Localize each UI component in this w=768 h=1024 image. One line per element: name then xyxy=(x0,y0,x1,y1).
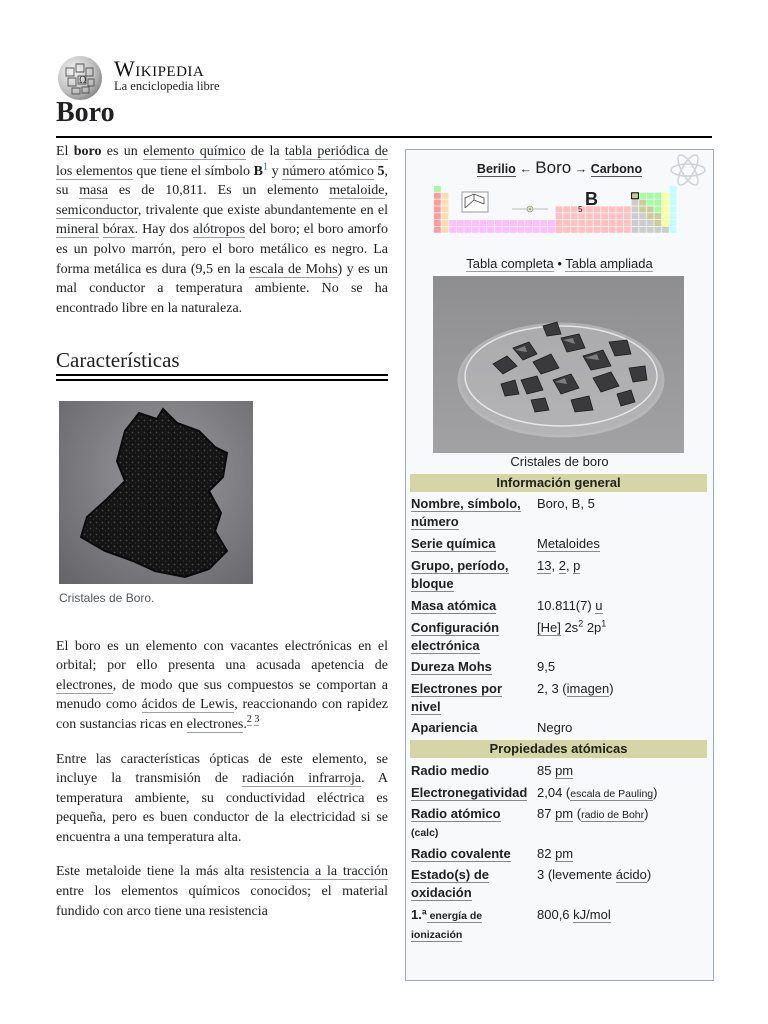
ptable-cell xyxy=(487,227,494,233)
ptable-cell xyxy=(647,227,654,233)
ptable-cell xyxy=(662,227,669,233)
row-value xyxy=(537,866,709,884)
ptable-cell xyxy=(639,193,646,199)
text: del boro; el boro amorfo es un polvo marrón, pero el boro metálico es negro. La forma metálica es dura (9,5 en la xyxy=(56,222,388,277)
value-text: ) xyxy=(644,806,649,821)
ptable-cell xyxy=(442,200,449,206)
ptable-cell xyxy=(434,186,441,192)
ptable-cell xyxy=(563,213,570,219)
row-value xyxy=(537,805,709,824)
ptable-cell xyxy=(578,220,585,226)
text: . xyxy=(243,716,247,732)
arrow-left-icon: ← xyxy=(519,162,532,176)
paragraph-2 xyxy=(56,637,388,735)
ptable-cell xyxy=(632,227,639,233)
label-link[interactable]: Serie química xyxy=(411,536,496,551)
ptable-cell xyxy=(442,220,449,226)
row-label xyxy=(411,619,533,655)
row-label xyxy=(411,845,533,863)
nav-prev-element[interactable]: Berilio xyxy=(476,162,516,176)
text: de la xyxy=(245,144,285,159)
ptable-cell xyxy=(662,200,669,206)
ptable-cell xyxy=(442,206,449,212)
crystal-structure-icon xyxy=(462,192,488,212)
ptable-cell xyxy=(670,220,677,226)
row-label xyxy=(411,535,533,553)
atom-icon xyxy=(668,154,708,186)
ptable-cell xyxy=(662,206,669,212)
label-link[interactable]: Grupo, período, bloque xyxy=(411,558,509,591)
ptable-cell xyxy=(654,206,661,212)
ptable-cell xyxy=(464,220,471,226)
link-tabla-periodica[interactable]: tabla periódica de los elementos xyxy=(56,144,388,179)
ptable-cell xyxy=(601,220,608,226)
ptable-cell xyxy=(563,206,570,212)
ptable-cell xyxy=(518,227,525,233)
ptable-cell xyxy=(647,206,654,212)
ptable-cell xyxy=(662,193,669,199)
ptable-cell xyxy=(601,206,608,212)
ptable-cell xyxy=(624,227,631,233)
label-link[interactable]: Configuración electrónica xyxy=(411,620,500,653)
ref-2[interactable]: 2 xyxy=(246,714,252,726)
block-link[interactable]: p xyxy=(573,558,581,573)
ptable-cell xyxy=(616,227,623,233)
imagen-link[interactable]: imagen xyxy=(566,681,610,696)
link-resistencia-traccion[interactable]: resistencia a la tracción xyxy=(250,864,389,880)
ref-3[interactable]: 3 xyxy=(254,714,260,726)
ptable-cell xyxy=(647,200,654,206)
orbital-icon xyxy=(512,206,548,212)
ptable-cell xyxy=(457,227,464,233)
atomic-number-bold: 5 xyxy=(377,163,385,179)
ptable-cell xyxy=(654,220,661,226)
ptable-cell xyxy=(449,220,456,226)
ptable-cell xyxy=(632,213,639,219)
element-number: 5 xyxy=(578,205,583,214)
group-link[interactable]: 13 xyxy=(537,558,552,573)
ptable-cell xyxy=(578,227,585,233)
figure-caption: Cristales de Boro. xyxy=(59,590,155,605)
ptable-cell xyxy=(449,227,456,233)
ptable-cell xyxy=(616,206,623,212)
ptable-cell xyxy=(518,220,525,226)
row-value xyxy=(537,535,709,553)
section-header-general: Información general xyxy=(410,474,707,492)
ptable-cell xyxy=(571,213,578,219)
section-header-atomic: Propiedades atómicas xyxy=(410,740,707,758)
link-mineral[interactable]: mineral xyxy=(56,222,99,238)
value-text: ) xyxy=(646,867,652,882)
ptable-cell xyxy=(571,227,578,233)
ptable-cell xyxy=(639,220,646,226)
wikipedia-wordmark: Wikipedia xyxy=(114,56,205,81)
wikipedia-tagline: La enciclopedia libre xyxy=(114,79,220,93)
ref-1[interactable]: 1 xyxy=(263,160,268,172)
orbital-p: 2p xyxy=(583,620,602,635)
ptable-cell xyxy=(556,206,563,212)
ptable-cell xyxy=(495,220,502,226)
bold-term: boro xyxy=(73,144,102,159)
ptable-cell xyxy=(647,193,654,199)
ptable-cell xyxy=(487,220,494,226)
ptable-cell xyxy=(654,200,661,206)
text: ) y es un mal conductor a temperatura ambiente. No se ha encontrado libre en la naturaleza. xyxy=(56,261,388,316)
ptable-cell xyxy=(586,220,593,226)
text: , reaccionando con rapidez con sustancias ricas en xyxy=(56,697,388,732)
ptable-cell xyxy=(525,227,532,233)
link-acidos-lewis[interactable]: ácidos de Lewis xyxy=(141,697,235,713)
ptable-cell xyxy=(434,213,441,219)
ptable-cell xyxy=(647,220,654,226)
row-label: Radio medio xyxy=(411,763,490,778)
ptable-cell xyxy=(510,227,517,233)
pauling-link[interactable]: escala de Pauling xyxy=(570,788,654,800)
row-value xyxy=(537,557,709,575)
row-value xyxy=(537,680,709,698)
ptable-cell xyxy=(670,206,677,212)
ptable-cell xyxy=(548,220,555,226)
article-body xyxy=(56,142,388,921)
orbital-s: 2s xyxy=(560,620,579,635)
text: y xyxy=(268,163,283,179)
ptable-cell xyxy=(624,206,631,212)
link-electrones-2[interactable]: electrones xyxy=(186,716,244,732)
ptable-cell xyxy=(556,220,563,226)
intro-paragraph xyxy=(56,142,388,318)
ptable-cell xyxy=(601,227,608,233)
ptable-cell xyxy=(639,227,646,233)
ptable-cell xyxy=(594,220,601,226)
text: . A temperatura ambiente, su conductividad eléctrica es pequeña, pero es buen conductor de la electricidad si se encuentra a una temperatura alta. xyxy=(56,771,388,845)
label-link[interactable]: Masa atómica xyxy=(411,598,497,613)
link-tabla-completa[interactable]: Tabla completa xyxy=(466,256,554,271)
row-value xyxy=(537,845,709,863)
ptable-cell xyxy=(639,206,646,212)
text: , de modo que sus compuestos se comportan a menudo como xyxy=(56,677,388,713)
ptable-cell xyxy=(533,220,540,226)
label-link[interactable]: Electronegatividad xyxy=(411,785,528,800)
periodic-table-mini[interactable] xyxy=(434,186,684,254)
link-electrones[interactable]: electrones xyxy=(56,677,113,693)
value-link[interactable]: Metaloides xyxy=(537,536,600,551)
row-label xyxy=(411,557,533,593)
text: , xyxy=(384,183,388,199)
ptable-cell xyxy=(670,186,677,192)
ptable-cell xyxy=(632,220,639,226)
infobox xyxy=(405,149,714,981)
link-radiacion-infrarroja[interactable]: radiación infrarroja xyxy=(242,771,362,787)
ptable-cell xyxy=(670,227,677,233)
label-link[interactable]: Radio covalente xyxy=(411,846,511,861)
ptable-cell xyxy=(480,227,487,233)
value-text: 82 xyxy=(537,846,556,861)
ptable-cell xyxy=(586,213,593,219)
ptable-cell xyxy=(442,213,449,219)
ptable-cell xyxy=(609,213,616,219)
text: es un xyxy=(101,144,144,159)
value-text: ) xyxy=(609,681,614,696)
ptable-cell xyxy=(556,213,563,219)
link-escala-mohs[interactable]: escala de Mohs xyxy=(249,261,338,277)
acido-link[interactable]: ácido xyxy=(615,867,647,882)
ptable-cell xyxy=(510,220,517,226)
ptable-cell xyxy=(639,213,646,219)
label-link[interactable]: energía de ionización xyxy=(411,910,483,941)
image-caption: Cristales de boro xyxy=(510,454,609,469)
text: entre los elementos químicos conocidos; el material fundido con arco tiene una resistencia xyxy=(56,884,388,919)
link-numero-atomico[interactable]: número atómico xyxy=(282,163,374,179)
ptable-cell xyxy=(609,220,616,226)
text: es de 10,811. Es un elemento xyxy=(108,183,330,199)
ptable-cell xyxy=(548,227,555,233)
unit-link[interactable]: pm xyxy=(555,846,574,861)
link-borax[interactable]: bórax xyxy=(102,222,135,238)
nav-next-element[interactable]: Carbono xyxy=(590,162,643,176)
period-link[interactable]: 2 xyxy=(558,558,566,573)
ptable-cell xyxy=(609,206,616,212)
ptable-cell xyxy=(434,206,441,212)
title-divider xyxy=(56,136,712,138)
ptable-cell xyxy=(601,213,608,219)
ptable-cell xyxy=(647,213,654,219)
ptable-cell xyxy=(563,220,570,226)
link-elemento-quimico[interactable]: elemento químico xyxy=(143,144,246,159)
ptable-cell xyxy=(594,213,601,219)
unit-link[interactable]: pm xyxy=(555,763,574,778)
ptable-cell xyxy=(556,227,563,233)
row-label xyxy=(411,658,533,676)
ptable-cell xyxy=(639,200,646,206)
bullet-separator: • xyxy=(557,256,562,271)
ptable-cell xyxy=(540,227,547,233)
orbital-s-exp: 2 xyxy=(578,618,584,629)
row-value: Boro, B, 5 xyxy=(537,496,595,511)
bohr-link[interactable]: radio de Bohr xyxy=(581,809,645,821)
figure-boron-crystal xyxy=(59,401,253,609)
ptable-cell xyxy=(632,206,639,212)
unit-link[interactable]: pm xyxy=(555,806,574,821)
link-metaloide[interactable]: metaloide xyxy=(329,183,385,199)
label-link[interactable]: Nombre, símbolo, número xyxy=(411,496,521,529)
unit-link[interactable]: kJ/mol xyxy=(573,907,611,922)
row-label: Apariencia xyxy=(411,720,478,735)
svg-text:Ω: Ω xyxy=(79,76,87,86)
link-masa[interactable]: masa xyxy=(79,183,109,199)
ptable-cell xyxy=(571,220,578,226)
section-divider xyxy=(56,374,388,381)
wikipedia-globe-icon xyxy=(56,54,104,102)
ptable-cell xyxy=(578,213,585,219)
paragraph-4 xyxy=(56,862,388,921)
paragraph-3 xyxy=(56,750,388,848)
ptable-cell xyxy=(586,227,593,233)
text: que tiene el símbolo xyxy=(132,163,254,179)
label-link[interactable]: Dureza Mohs xyxy=(411,659,492,674)
text: , trivalente que existe abundantemente en el xyxy=(137,202,388,218)
ptable-cell xyxy=(609,227,616,233)
ptable-cell xyxy=(502,220,509,226)
row-value xyxy=(537,619,709,637)
ptable-cell xyxy=(434,220,441,226)
row-label xyxy=(411,906,533,944)
helium-link[interactable]: [He] xyxy=(537,620,561,635)
ptable-cell xyxy=(442,227,449,233)
label-sub: (calc) xyxy=(411,827,439,839)
text: El boro es un elemento con vacantes electrónicas en el orbital; por ello presenta una acusada apetencia de xyxy=(56,638,388,674)
ptable-cell xyxy=(616,213,623,219)
ptable-cell xyxy=(624,213,631,219)
symbol-bold: B xyxy=(253,163,263,179)
label-prefix: 1.ª xyxy=(411,907,427,922)
ptable-cell xyxy=(533,227,540,233)
text: , su xyxy=(56,163,388,199)
row-value xyxy=(537,762,709,780)
value-text: 2,04 ( xyxy=(537,785,571,800)
row-label xyxy=(411,784,533,802)
ptable-cell xyxy=(472,227,479,233)
row-label xyxy=(411,680,533,716)
value-text: ) xyxy=(653,785,658,800)
ptable-cell xyxy=(654,213,661,219)
ptable-cell xyxy=(525,220,532,226)
page-title: Boro xyxy=(56,97,115,128)
table-links xyxy=(406,256,713,271)
ptable-cell xyxy=(502,227,509,233)
label-link[interactable]: Electrones por nivel xyxy=(411,681,503,714)
link-alotropos[interactable]: alótropos xyxy=(192,222,246,238)
element-symbol: B xyxy=(585,189,598,209)
ptable-cell xyxy=(670,200,677,206)
unit-link[interactable]: u xyxy=(595,598,603,613)
ptable-cell xyxy=(540,220,547,226)
ptable-cell xyxy=(662,220,669,226)
text: . Hay dos xyxy=(134,222,193,238)
value-text: 10.811(7) xyxy=(537,598,596,613)
row-label xyxy=(411,805,533,842)
ptable-cell xyxy=(654,227,661,233)
text: El xyxy=(56,144,74,159)
ptable-cell xyxy=(654,193,661,199)
ptable-cell xyxy=(624,220,631,226)
orbital-p-exp: 1 xyxy=(601,618,607,629)
ptable-cell xyxy=(571,206,578,212)
ptable-cell xyxy=(594,227,601,233)
row-value xyxy=(537,906,709,924)
ptable-cell xyxy=(670,213,677,219)
ptable-cell xyxy=(434,200,441,206)
ptable-cell xyxy=(480,220,487,226)
value-text: 800,6 xyxy=(537,907,574,922)
ptable-cell xyxy=(632,200,639,206)
sep: , xyxy=(551,558,559,573)
nav-current-element: Boro xyxy=(535,158,572,177)
ptable-cell xyxy=(434,227,441,233)
ptable-cell xyxy=(632,193,639,199)
ptable-cell xyxy=(442,193,449,199)
section-heading-caracteristicas: Características xyxy=(56,348,180,373)
link-tabla-ampliada[interactable]: Tabla ampliada xyxy=(565,256,653,271)
arrow-right-icon: → xyxy=(574,162,588,176)
ptable-cell xyxy=(563,227,570,233)
row-label xyxy=(411,866,533,902)
text: Este metaloide tiene la más alta xyxy=(56,864,251,880)
ptable-cell xyxy=(662,213,669,219)
row-label xyxy=(411,597,533,615)
row-value xyxy=(537,784,709,803)
value-text: 3 (levemente xyxy=(537,867,616,882)
value-text: 2, 3 ( xyxy=(537,681,567,696)
sep: , xyxy=(565,558,574,573)
row-label xyxy=(411,495,533,531)
ptable-cell xyxy=(616,220,623,226)
value-text: 85 xyxy=(537,763,556,778)
element-navigation xyxy=(406,158,713,178)
ptable-cell xyxy=(670,193,677,199)
ptable-cell xyxy=(495,227,502,233)
wikipedia-logo[interactable] xyxy=(56,52,256,98)
ptable-cell xyxy=(434,193,441,199)
link-semiconductor[interactable]: semiconductor xyxy=(56,202,138,218)
value-text: 87 xyxy=(537,806,556,821)
boron-crystal-image[interactable] xyxy=(59,401,253,584)
text: Entre las características ópticas de este elemento, se incluye la transmisión de xyxy=(56,751,388,787)
row-value: 9,5 xyxy=(537,659,556,674)
label-link[interactable]: Radio atómico xyxy=(411,806,501,821)
row-value xyxy=(537,597,709,615)
label-link[interactable]: Estado(s) de oxidación xyxy=(411,867,490,900)
boron-dish-image[interactable] xyxy=(433,276,684,453)
ptable-cell xyxy=(464,227,471,233)
ptable-cell xyxy=(457,220,464,226)
row-value: Negro xyxy=(537,720,573,735)
value-text: ( xyxy=(573,806,582,821)
ptable-cell xyxy=(472,220,479,226)
